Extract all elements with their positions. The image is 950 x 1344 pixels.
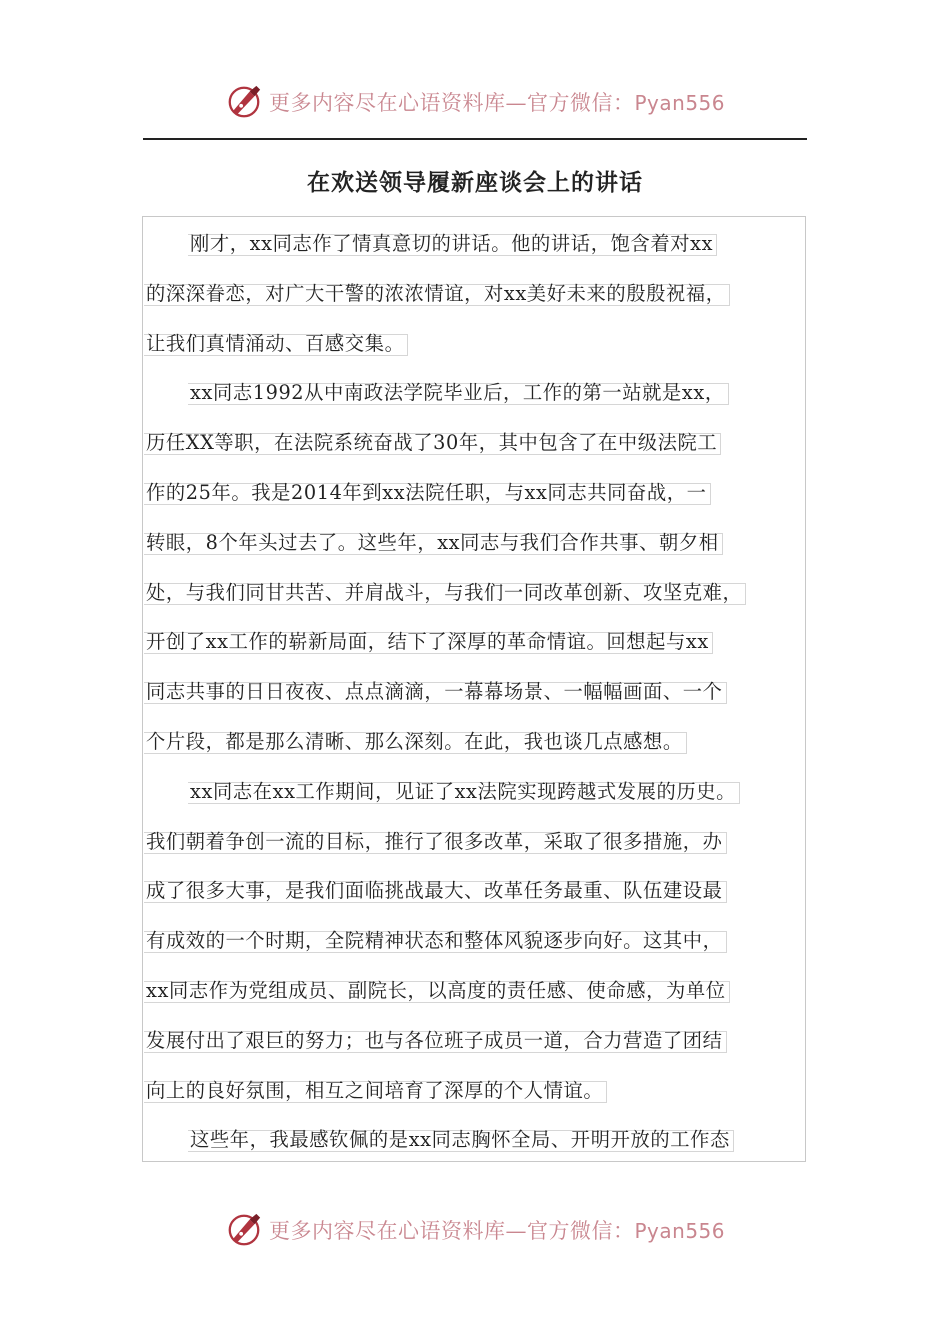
body-text-line: 有成效的一个时期，全院精神状态和整体风貌逐步向好。这其中， bbox=[146, 929, 723, 953]
body-text-line: 成了很多大事，是我们面临挑战最大、改革任务最重、队伍建设最 bbox=[146, 879, 723, 903]
body-text-line: 同志共事的日日夜夜、点点滴滴，一幕幕场景、一幅幅画面、一个 bbox=[146, 680, 723, 704]
header-divider bbox=[143, 138, 807, 140]
body-text-line: 刚才，xx同志作了情真意切的讲话。他的讲话，饱含着对xx bbox=[190, 232, 714, 255]
body-text-line: 我们朝着争创一流的目标，推行了很多改革，采取了很多措施，办 bbox=[146, 829, 723, 853]
body-text-line: 历任XX等职，在法院系统奋战了30年，其中包含了在中级法院工 bbox=[146, 431, 718, 455]
document-title: 在欢送领导履新座谈会上的讲话 bbox=[307, 169, 643, 196]
header-banner bbox=[0, 82, 950, 122]
body-text-line: xx同志在xx工作期间，见证了xx法院实现跨越式发展的历史。 bbox=[190, 779, 736, 803]
body-text-line: xx同志1992从中南政法学院毕业后，工作的第一站就是xx， bbox=[190, 381, 725, 405]
body-text-line: 发展付出了艰巨的努力；也与各位班子成员一道，合力营造了团结 bbox=[146, 1028, 723, 1052]
footer-banner-inner bbox=[225, 1211, 725, 1249]
body-text-line: xx同志作为党组成员、副院长，以高度的责任感、使命感，为单位 bbox=[146, 979, 726, 1002]
body-text-line: 的深深眷恋，对广大干警的浓浓情谊，对xx美好未来的殷殷祝福， bbox=[146, 281, 726, 305]
body-text-line: 开创了xx工作的崭新局面，结下了深厚的革命情谊。回想起与xx bbox=[146, 630, 709, 654]
body-text-line: 作的25年。我是2014年到xx法院任职，与xx同志共同奋战，一 bbox=[146, 481, 707, 504]
footer-banner-label: 更多内容尽在心语资料库—官方微信： bbox=[268, 1219, 635, 1243]
footer-banner bbox=[0, 1210, 950, 1250]
body-text-line: 转眼，8个年头过去了。这些年，xx同志与我们合作共事、朝夕相 bbox=[146, 530, 719, 554]
footer-banner-wechat: Pyan556 bbox=[634, 1219, 725, 1243]
body-text-line: 个片段，都是那么清晰、那么深刻。在此，我也谈几点感想。 bbox=[146, 730, 683, 753]
pen-nib-logo-icon bbox=[225, 83, 263, 121]
header-banner-label: 更多内容尽在心语资料库—官方微信： bbox=[268, 91, 635, 115]
footer-banner-text bbox=[269, 1215, 725, 1245]
header-banner-wechat: Pyan556 bbox=[634, 91, 725, 115]
body-text-line: 向上的良好氛围，相互之间培育了深厚的个人情谊。 bbox=[146, 1078, 604, 1102]
pen-nib-logo-icon bbox=[225, 1211, 263, 1249]
header-banner-inner bbox=[225, 83, 725, 121]
body-text-line: 这些年，我最感钦佩的是xx同志胸怀全局、开明开放的工作态 bbox=[190, 1128, 730, 1152]
body-text-line: 让我们真情涌动、百感交集。 bbox=[146, 331, 405, 355]
header-banner-text bbox=[269, 87, 725, 117]
body-text-line: 处，与我们同甘共苦、并肩战斗，与我们一同改革创新、攻坚克难， bbox=[146, 580, 743, 604]
